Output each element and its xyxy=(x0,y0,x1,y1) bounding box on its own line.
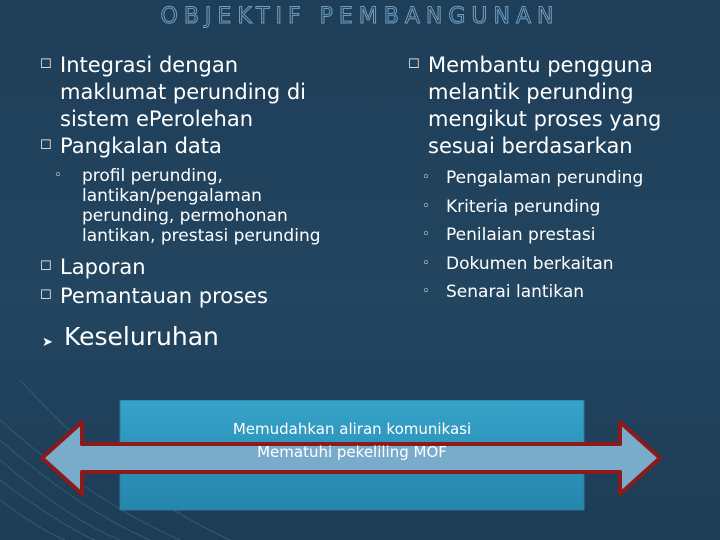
list-item-text: Pengalaman perunding xyxy=(446,168,644,188)
banner-text xyxy=(122,388,582,494)
left-bullet-report xyxy=(40,254,340,281)
checkbox-bullet-icon: ☐ xyxy=(40,138,52,153)
left-bullet-monitoring xyxy=(40,283,340,310)
overall-text: Keseluruhan xyxy=(64,322,219,351)
circle-bullet-icon: ◦ xyxy=(422,227,430,242)
checkbox-bullet-icon: ☐ xyxy=(40,288,52,303)
list-item-text: Dokumen berkaitan xyxy=(446,253,614,274)
checkbox-bullet-icon: ☐ xyxy=(40,259,52,274)
list-item-text: Senarai lantikan xyxy=(446,282,585,302)
banner-line-2: Mematuhi pekeliling MOF xyxy=(257,443,447,461)
circle-bullet-icon: ◦ xyxy=(422,198,430,214)
list-item-text: Penilaian prestasi xyxy=(446,225,596,245)
checkbox-bullet-icon: ☐ xyxy=(408,57,420,72)
right-sub-list xyxy=(408,164,708,307)
left-bullet-integration xyxy=(40,52,340,133)
list-item xyxy=(408,250,708,279)
circle-bullet-icon: ◦ xyxy=(422,170,430,185)
list-item xyxy=(408,278,708,307)
left-sub-item xyxy=(40,166,340,246)
banner-line-1: Memudahkan aliran komunikasi xyxy=(232,420,472,438)
summary-banner xyxy=(40,400,662,514)
sub-item-text: profil perunding, lantikan/pengalaman perunding, permohonan lantikan, prestasi perunding xyxy=(82,166,321,246)
left-overall xyxy=(40,322,340,352)
bullet-text: Integrasi dengan maklumat perunding di sistem ePerolehan xyxy=(60,53,307,131)
left-column xyxy=(40,52,340,352)
bullet-text: Membantu pengguna melantik perunding mengikut proses yang sesuai berdasarkan xyxy=(428,53,662,158)
circle-bullet-icon: ◦ xyxy=(54,168,62,183)
right-bullet-assist xyxy=(408,52,708,160)
list-item-text: Kriteria perunding xyxy=(446,196,601,217)
bullet-text: Pemantauan proses xyxy=(60,284,268,308)
bullet-text: Laporan xyxy=(60,255,146,279)
arrow-bullet-icon: ➤ xyxy=(42,335,53,350)
page-title: OBJEKTIF PEMBANGUNAN xyxy=(160,4,560,29)
checkbox-bullet-icon: ☐ xyxy=(40,57,52,72)
list-item xyxy=(408,221,708,250)
circle-bullet-icon: ◦ xyxy=(422,255,430,271)
list-item xyxy=(408,164,708,193)
list-item xyxy=(408,193,708,222)
right-column xyxy=(408,52,708,307)
left-bullet-database xyxy=(40,133,340,160)
bullet-text: Pangkalan data xyxy=(60,134,222,158)
circle-bullet-icon: ◦ xyxy=(422,284,430,299)
